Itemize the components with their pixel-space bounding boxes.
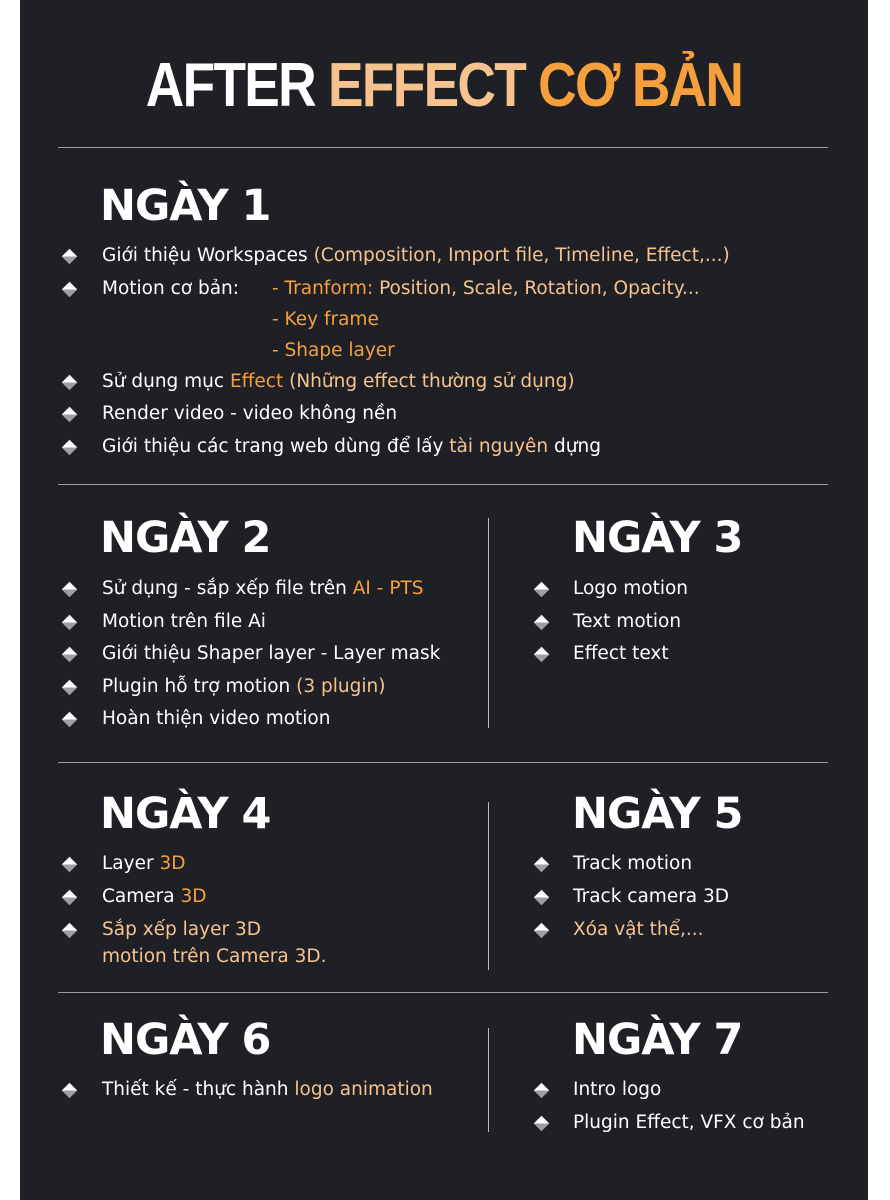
day1-item-2-sub-2: - Key frame [272, 309, 379, 330]
day2-item-2: Motion trên file Ai [102, 611, 266, 632]
day2-heading: NGÀY 2 [100, 513, 271, 563]
diamond-bullet-icon [62, 615, 78, 631]
day4-item-3-line-2: motion trên Camera 3D. [102, 946, 327, 967]
diamond-bullet-icon [534, 647, 550, 663]
column-divider [488, 1028, 489, 1132]
diamond-bullet-icon [62, 647, 78, 663]
title-effect: EFFECT [328, 51, 526, 120]
diamond-bullet-icon [534, 1083, 550, 1099]
divider [58, 147, 828, 148]
day6-item-1: Thiết kế - thực hành logo animation [102, 1079, 433, 1100]
day6-heading: NGÀY 6 [100, 1015, 271, 1065]
day5-item-3: Xóa vật thể,... [573, 919, 704, 940]
day2-item-4: Plugin hỗ trợ motion (3 plugin) [102, 676, 386, 697]
divider [58, 484, 828, 485]
day7-item-2: Plugin Effect, VFX cơ bản [573, 1112, 805, 1133]
column-divider [488, 518, 489, 728]
divider [58, 762, 828, 763]
day2-item-1: Sử dụng - sắp xếp file trên AI - PTS [102, 578, 424, 599]
day5-item-1: Track motion [573, 853, 693, 874]
day5-item-2: Track camera 3D [573, 886, 730, 907]
day1-item-3: Sử dụng mục Effect (Những effect thường sử dụng) [102, 371, 575, 392]
divider [58, 992, 828, 993]
day1-item-1: Giới thiệu Workspaces (Composition, Import file, Timeline, Effect,...) [102, 245, 730, 266]
day1-item-5: Giới thiệu các trang web dùng để lấy tài nguyên dựng [102, 436, 601, 457]
diamond-bullet-icon [62, 582, 78, 598]
day7-heading: NGÀY 7 [572, 1015, 743, 1065]
diamond-bullet-icon [62, 1083, 78, 1099]
diamond-bullet-icon [62, 249, 78, 265]
day1-item-4: Render video - video không nền [102, 403, 398, 424]
day4-item-1: Layer 3D [102, 853, 186, 874]
diamond-bullet-icon [62, 440, 78, 456]
diamond-bullet-icon [62, 407, 78, 423]
diamond-bullet-icon [62, 680, 78, 696]
day3-item-2: Text motion [573, 611, 682, 632]
diamond-bullet-icon [62, 857, 78, 873]
course-panel [20, 0, 868, 1200]
diamond-bullet-icon [62, 282, 78, 298]
column-divider [488, 802, 489, 970]
day1-item-2: Motion cơ bản: [102, 278, 240, 299]
day4-item-2: Camera 3D [102, 886, 207, 907]
diamond-bullet-icon [534, 890, 550, 906]
page-title [79, 46, 808, 126]
title-after: AFTER [145, 51, 315, 120]
day1-heading: NGÀY 1 [100, 181, 271, 231]
day1-item-2-sub-1: - Tranform: Position, Scale, Rotation, Opacity... [272, 278, 700, 299]
diamond-bullet-icon [534, 1116, 550, 1132]
day1-item-2-sub-3: - Shape layer [272, 340, 395, 361]
diamond-bullet-icon [534, 582, 550, 598]
day3-heading: NGÀY 3 [572, 513, 743, 563]
title-co-ban: CƠ BẢN [538, 51, 743, 120]
day4-item-3-line-1: Sắp xếp layer 3D [102, 919, 261, 940]
diamond-bullet-icon [62, 712, 78, 728]
day2-item-3: Giới thiệu Shaper layer - Layer mask [102, 643, 441, 664]
diamond-bullet-icon [62, 923, 78, 939]
day4-heading: NGÀY 4 [100, 789, 271, 839]
day5-heading: NGÀY 5 [572, 789, 743, 839]
diamond-bullet-icon [534, 923, 550, 939]
diamond-bullet-icon [62, 890, 78, 906]
day3-item-1: Logo motion [573, 578, 689, 599]
diamond-bullet-icon [534, 857, 550, 873]
day2-item-5: Hoàn thiện video motion [102, 708, 331, 729]
diamond-bullet-icon [534, 615, 550, 631]
day3-item-3: Effect text [573, 643, 669, 664]
diamond-bullet-icon [62, 375, 78, 391]
day7-item-1: Intro logo [573, 1079, 662, 1100]
